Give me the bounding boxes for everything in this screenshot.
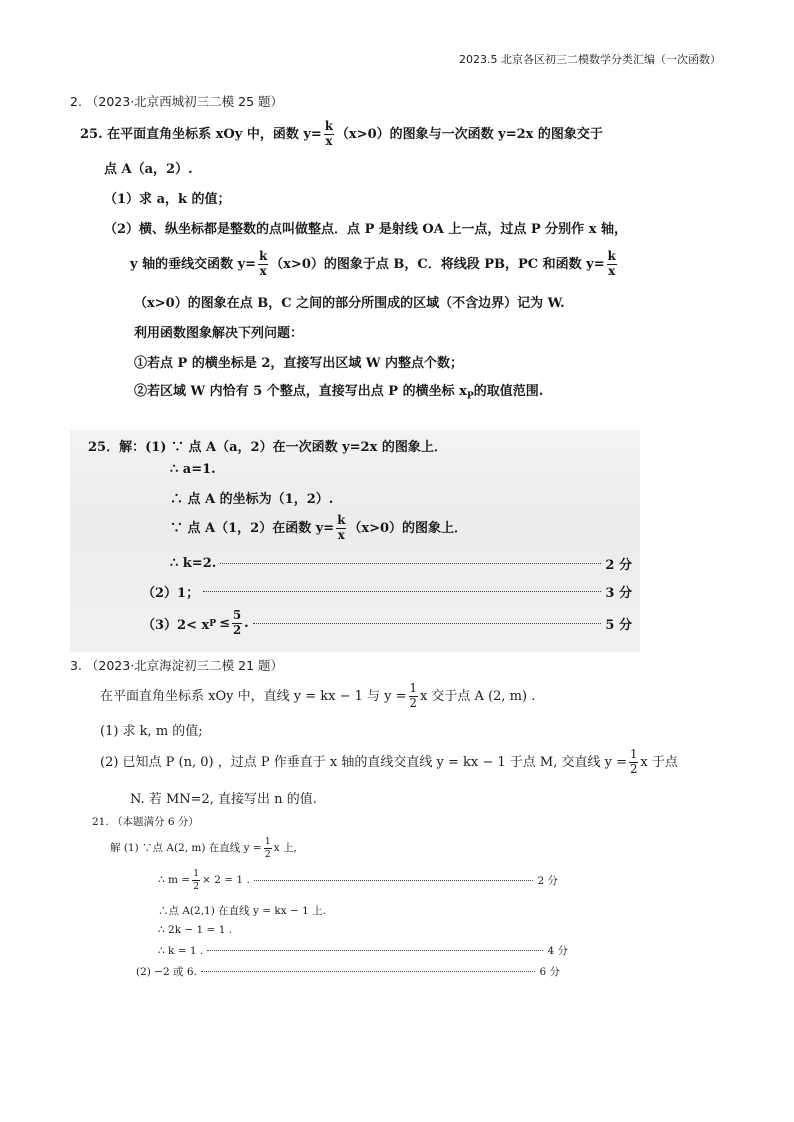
- problem-2-q2-line2: y 轴的垂线交函数 y= $\frac{k}{x}$ （x>0）的图象于点 B，C．将线段 PB，PC 和函数 y= $\frac{k}{x}$: [130, 249, 616, 278]
- problem-2-q1: （1）求 a，k 的值；: [104, 192, 231, 207]
- problem-2-q2-part1: ①若点 P 的横坐标是 2，直接写出区域 W 内整点个数；: [134, 356, 464, 371]
- problem-3-statement: 在平面直角坐标系 xOy 中，直线 y = kx − 1 与 y = $\frac{1}{2}$ x 交于点 A (2, m) .: [100, 681, 536, 710]
- score-label: 3 分: [605, 586, 632, 601]
- fraction-k-over-x: $\frac{k}{x}$: [337, 513, 346, 542]
- problem-2-q2-line3: （x>0）的图象在点 B，C 之间的部分所围成的区域（不含边界）记为 W.: [134, 296, 565, 311]
- solution-2-line6: （2）1； 3 分: [142, 582, 632, 601]
- problem-2-q2-line4: 利用函数图象解决下列问题：: [134, 326, 304, 341]
- solution-2-line7: （3）2< x P ≤ $\frac{5}{2}$ . 5 分: [142, 607, 632, 637]
- fraction-k-over-x: $\frac{k}{x}$: [607, 249, 616, 278]
- problem-2-source: 2. （2023·北京西城初三二模 25 题）: [70, 94, 284, 109]
- problem-2-statement: 25. 在平面直角坐标系 xOy 中，函数 y= $\frac{k}{x}$ （x>0）的图象与一次函数 y=2x 的图象交于: [80, 119, 603, 148]
- question-number: 25.: [80, 127, 103, 142]
- problem-3-q1: (1) 求 k, m 的值;: [100, 724, 203, 739]
- solution-3-title: 21. （本题满分 6 分）: [92, 816, 199, 828]
- solution-2-line5: ∴ k=2. 2 分: [170, 556, 632, 573]
- fraction-one-half: $\frac{1}{2}$: [629, 747, 638, 776]
- page-header: 2023.5 北京各区初三二模数学分类汇编（一次函数）: [459, 53, 721, 66]
- solution-3-line5: ∴ k = 1 . 4 分: [158, 944, 568, 957]
- fraction-one-half: $\frac{1}{2}$: [264, 836, 271, 860]
- fraction-k-over-x: $\frac{k}{x}$: [324, 119, 333, 148]
- problem-3-source: 3. （2023·北京海淀初三二模 21 题）: [70, 658, 284, 673]
- solution-3-line4: ∴ 2k − 1 = 1 .: [158, 924, 233, 936]
- fraction-k-over-x: $\frac{k}{x}$: [259, 249, 268, 278]
- solution-3-line3: ∴点 A(2,1) 在直线 y = kx − 1 上.: [158, 905, 327, 917]
- fraction-5-over-2: $\frac{5}{2}$: [233, 607, 242, 637]
- problem-3-q2-line1: (2) 已知点 P (n, 0) ，过点 P 作垂直于 x 轴的直线交直线 y = kx − 1 于点 M, 交直线 y = $\frac{1}{2}$ x 于点: [100, 747, 678, 776]
- problem-3-q2-line2: N. 若 MN=2, 直接写出 n 的值.: [130, 792, 317, 807]
- problem-2-q2-line1: （2）横、纵坐标都是整数的点叫做整点．点 P 是射线 OA 上一点，过点 P 分别作 x 轴，: [104, 222, 627, 237]
- score-label: 6 分: [539, 966, 560, 978]
- problem-2-q2-part2: ②若区域 W 内恰有 5 个整点，直接写出点 P 的横坐标 $x_P$的取值范围.: [134, 384, 544, 402]
- solution-3-line2: ∴ m = $\frac{1}{2}$ × 2 = 1 . 2 分: [158, 868, 558, 892]
- leader-dots: [203, 591, 601, 592]
- score-label: 2 分: [605, 558, 632, 573]
- leader-dots: [254, 880, 534, 881]
- score-label: 5 分: [605, 617, 632, 633]
- score-label: 4 分: [547, 945, 568, 957]
- leader-dots: [220, 563, 601, 564]
- problem-2-line2: 点 A（a，2）.: [104, 162, 193, 177]
- solution-2-line3: ∴ 点 A 的坐标为（1，2）.: [170, 492, 334, 507]
- leader-dots: [253, 623, 602, 624]
- solution-2-line1: 25．解：(1) ∵ 点 A（a，2）在一次函数 y=2x 的图象上．: [88, 440, 447, 455]
- fraction-one-half: $\frac{1}{2}$: [409, 681, 417, 710]
- fraction-one-half: $\frac{1}{2}$: [193, 868, 200, 892]
- solution-3-line1: 解 (1) ∵点 A(2, m) 在直线 y = $\frac{1}{2}$ x 上,: [110, 836, 297, 860]
- leader-dots: [201, 971, 536, 972]
- solution-2-line2: ∴ a=1.: [170, 462, 216, 477]
- solution-2-line4: ∵ 点 A（1，2）在函数 y= $\frac{k}{x}$ （x>0）的图象上．: [170, 513, 468, 542]
- solution-3-line6: (2) −2 或 6. 6 分: [136, 966, 560, 978]
- score-label: 2 分: [537, 874, 558, 887]
- leader-dots: [207, 950, 543, 951]
